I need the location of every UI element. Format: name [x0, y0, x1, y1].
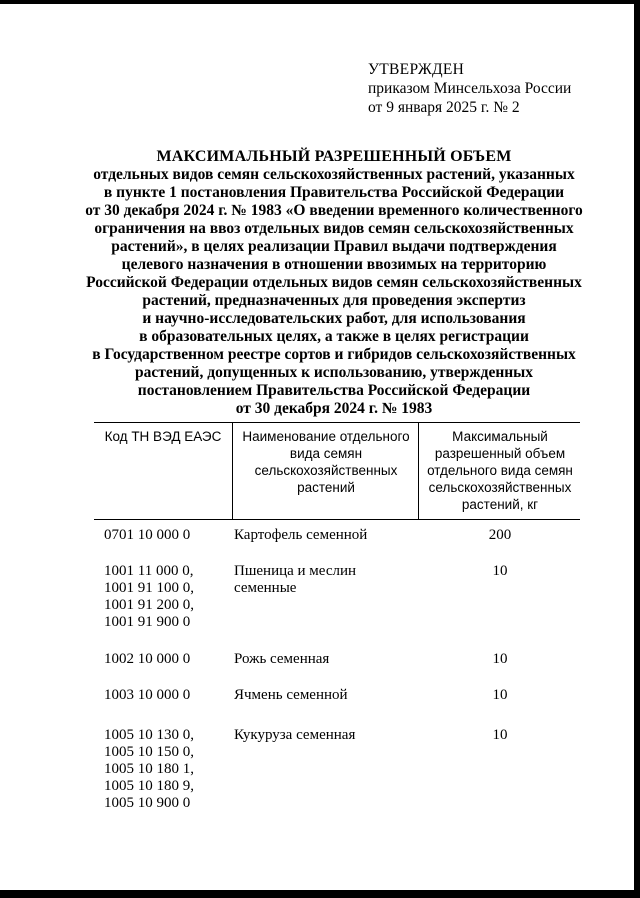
row-codes — [104, 687, 228, 704]
title-line: от 30 декабря 2024 г. № 1983 «О введении временного количественного — [85, 202, 583, 219]
row-name: Кукуруза семенная — [234, 727, 356, 743]
title-line: от 30 декабря 2024 г. № 1983 — [235, 400, 433, 417]
title-line: и научно-исследовательских работ, для использования — [142, 310, 526, 327]
title-line: Российской Федерации отдельных видов семян сельскохозяйственных — [86, 274, 582, 291]
header-max-volume: Максимальный разрешенный объем отдельного вида семян сельскохозяйственных растений, кг — [427, 429, 573, 512]
row-name: Ячмень семенной — [234, 687, 348, 703]
tnved-code: 1001 91 900 0 — [104, 614, 191, 630]
tnved-code: 1005 10 900 0 — [104, 795, 191, 811]
table-header-divider — [232, 422, 233, 519]
row-max-volume: 200 — [488, 527, 512, 543]
title-line: в образовательных целях, а также в целях регистрации — [139, 328, 529, 345]
tnved-code: 1001 91 200 0, — [104, 597, 194, 613]
approval-stamp — [368, 60, 618, 117]
table-header-rule — [94, 519, 580, 520]
row-max-volume: 10 — [492, 687, 508, 703]
document-title-main: МАКСИМАЛЬНЫЙ РАЗРЕШЕННЫЙ ОБЪЕМ — [156, 148, 512, 165]
row-codes — [104, 727, 228, 812]
approval-title: УТВЕРЖДЕН — [368, 61, 465, 78]
row-codes — [104, 651, 228, 668]
approval-date-line: от 9 января 2025 г. № 2 — [368, 99, 520, 116]
row-codes — [104, 563, 228, 631]
tnved-code: 0701 10 000 0 — [104, 527, 191, 543]
header-name: Наименование отдельного вида семян сельскохозяйственных растений — [242, 429, 410, 495]
approval-order-line: приказом Минсельхоза России — [368, 80, 572, 97]
row-name: Рожь семенная — [234, 651, 330, 667]
table-header-divider — [418, 422, 419, 519]
tnved-code: 1003 10 000 0 — [104, 687, 191, 703]
tnved-code: 1002 10 000 0 — [104, 651, 191, 667]
scan-border-top — [0, 0, 640, 4]
tnved-code: 1001 91 100 0, — [104, 580, 194, 596]
row-max-volume: 10 — [492, 727, 508, 743]
tnved-code: 1005 10 130 0, — [104, 727, 194, 743]
title-line: ограничения на ввоз отдельных видов семян сельскохозяйственных — [94, 220, 574, 237]
tnved-code: 1005 10 150 0, — [104, 744, 194, 760]
title-line: постановлением Правительства Российской Федерации — [137, 382, 531, 399]
row-name: Картофель семенной — [234, 527, 368, 543]
document-title — [80, 148, 588, 418]
row-max-volume: 10 — [492, 563, 508, 579]
table-top-rule — [94, 422, 580, 423]
title-line: отдельных видов семян сельскохозяйственных растений, указанных — [93, 166, 575, 183]
title-line: растений, допущенных к использованию, утвержденных — [134, 364, 534, 381]
row-codes — [104, 527, 228, 544]
row-max-volume: 10 — [492, 651, 508, 667]
tnved-code: 1005 10 180 1, — [104, 761, 194, 777]
tnved-code: 1001 11 000 0, — [104, 563, 194, 579]
title-line: растений, предназначенных для проведения экспертиз — [142, 292, 526, 309]
tnved-code: 1005 10 180 9, — [104, 778, 194, 794]
header-code: Код ТН ВЭД ЕАЭС — [104, 429, 222, 444]
scan-border-right — [634, 0, 640, 898]
title-line: растений», в целях реализации Правил выдачи подтверждения — [111, 238, 557, 255]
title-line: целевого назначения в отношении ввозимых на территорию — [121, 256, 547, 273]
scan-border-bottom — [0, 890, 640, 898]
title-line: в пункте 1 постановления Правительства Российской Федерации — [103, 184, 565, 201]
row-name: Пшеница и меслин семенные — [234, 563, 357, 596]
title-line: в Государственном реестре сортов и гибридов сельскохозяйственных — [92, 346, 576, 363]
